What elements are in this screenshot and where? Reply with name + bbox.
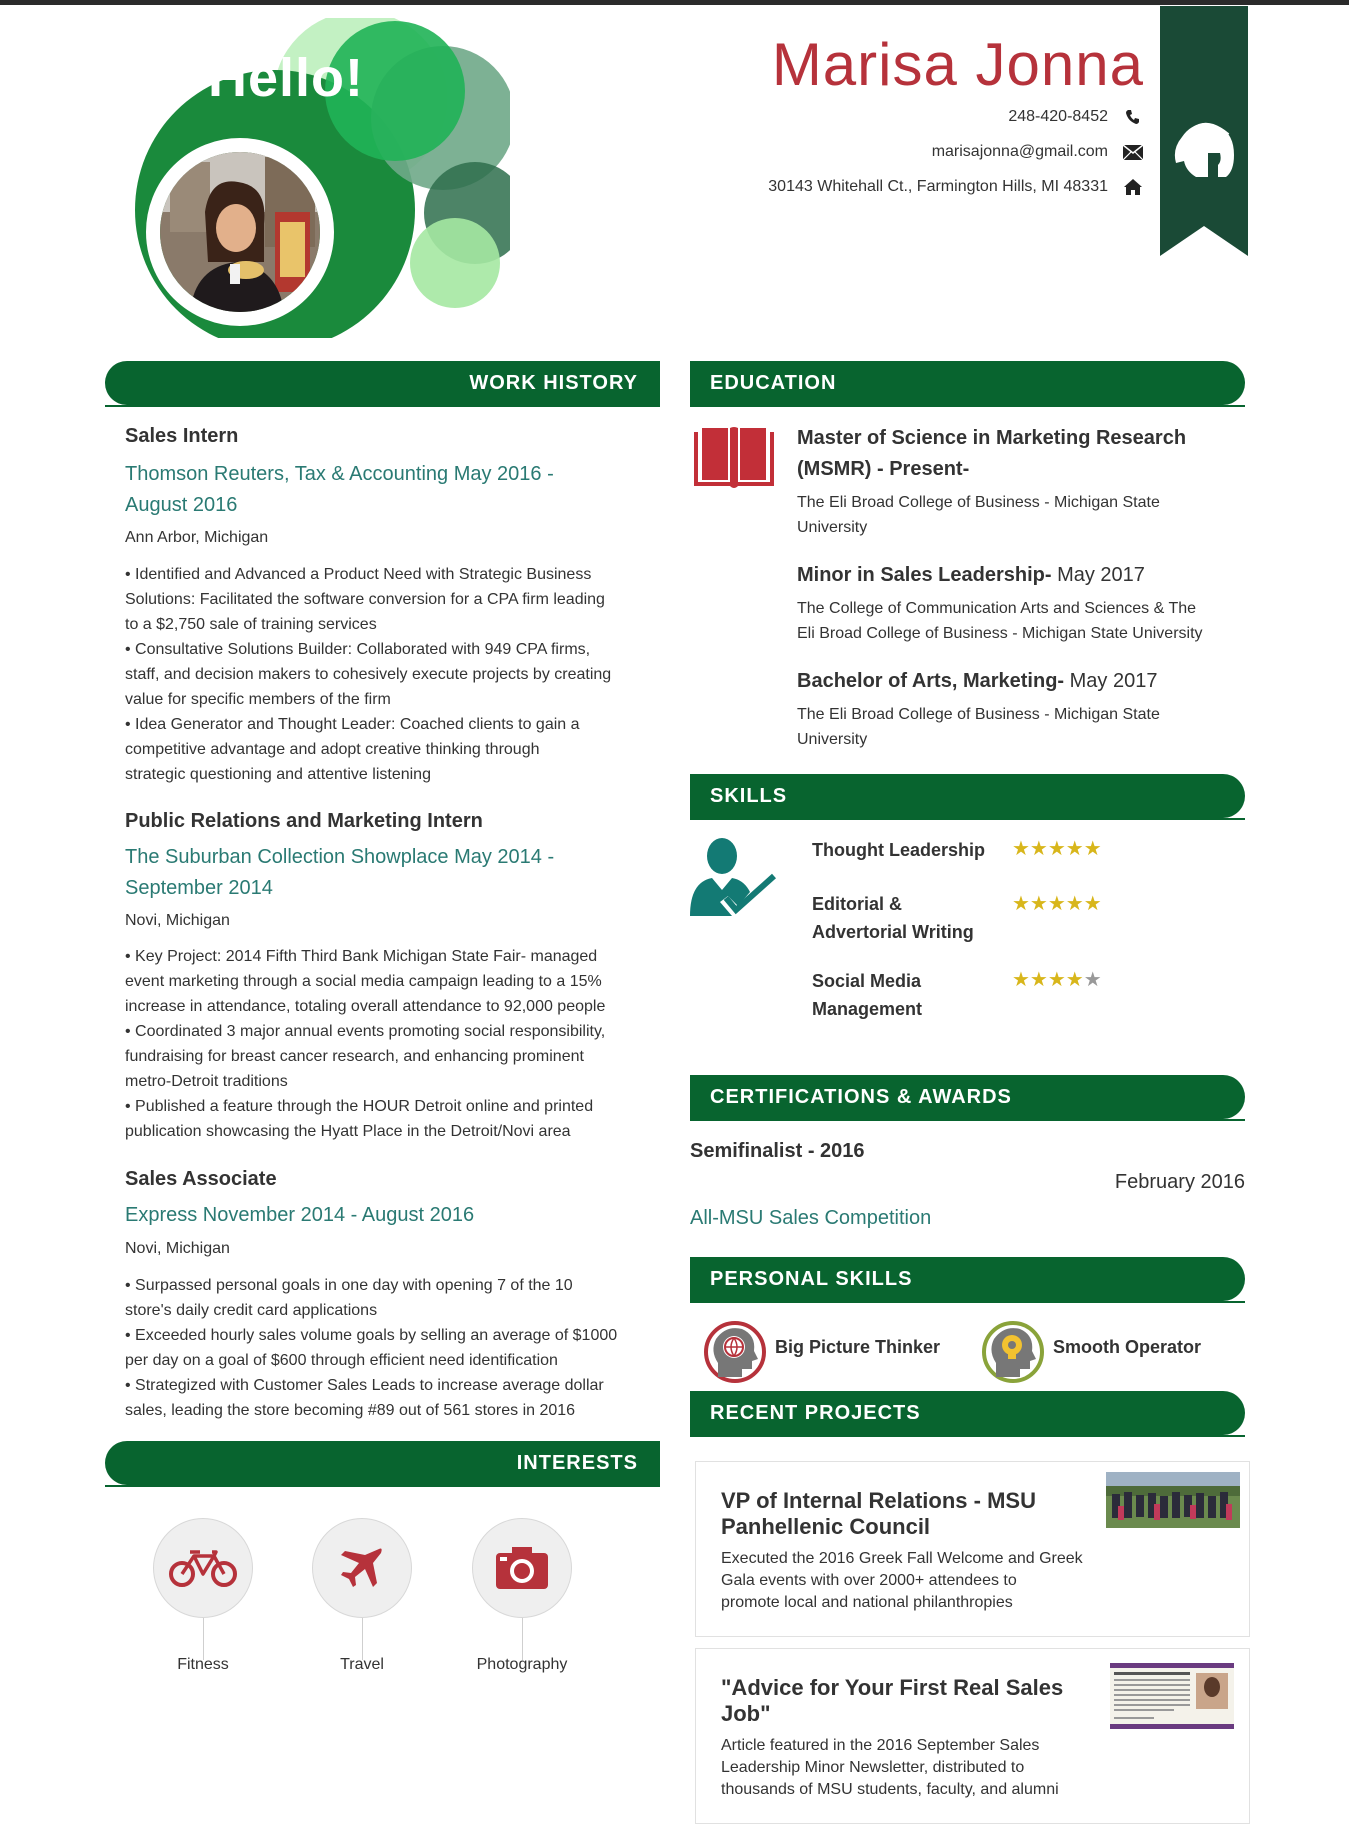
- project-title: VP of Internal Relations - MSU Panhellenic Council: [721, 1488, 1036, 1539]
- degree-school: The Eli Broad College of Business - Michigan State University: [797, 494, 1160, 536]
- job-company-line: Thomson Reuters, Tax & Accounting May 2016 -: [125, 463, 554, 485]
- email-text[interactable]: marisajonna@gmail.com: [931, 143, 1108, 160]
- interest-label: Travel: [340, 1656, 384, 1673]
- person-check-icon: [688, 836, 778, 925]
- bulb-head-icon: [982, 1321, 1044, 1388]
- award-date: February 2016: [1114, 1171, 1245, 1193]
- job-company-line: The Suburban Collection Showplace May 2014 -: [125, 846, 555, 868]
- award-title: Semifinalist - 2016: [690, 1140, 865, 1162]
- job-title: Sales Associate: [125, 1168, 277, 1190]
- phone-icon: [1122, 106, 1144, 128]
- work-history-header: WORK HISTORY: [105, 361, 660, 405]
- skill-name: Editorial & Advertorial Writing: [812, 894, 974, 942]
- candidate-name: Marisa Jonna: [771, 31, 1144, 98]
- job-description: • Identified and Advanced a Product Need with Strategic Business Solutions: Facilitated the software conversion for a CPA firm leading to a $2,750 sale of training services • Consultative Solutions Builder: Collaborated with 949 CPA firms, staff, and decision makers to cohesively execute projects by creating value for specific members of the firm • Idea Generator and Thought Leader: Coached clients to gain a competitive advantage and adopt creative thinking through strategic questioning and attentive listening: [125, 566, 612, 783]
- personal-skill-label: Big Picture Thinker: [775, 1337, 941, 1357]
- personal-skill-label: Smooth Operator: [1053, 1337, 1202, 1357]
- project-group-photo: [1106, 1472, 1240, 1533]
- skill-name: Thought Leadership: [812, 840, 985, 860]
- project-title: "Advice for Your First Real Sales Job": [721, 1675, 1064, 1726]
- envelope-icon: [1122, 141, 1144, 163]
- camera-icon: [472, 1518, 572, 1618]
- job-location: Novi, Michigan: [125, 1240, 230, 1257]
- globe-head-icon: [704, 1321, 766, 1388]
- msu-spartan-ribbon: [1160, 6, 1248, 256]
- address-text: 30143 Whitehall Ct., Farmington Hills, MI 48331: [768, 178, 1108, 195]
- project-description: Executed the 2016 Greek Fall Welcome and Greek Gala events with over 2000+ attendees to promote local and national philanthropies: [721, 1550, 1083, 1611]
- interest-connector: [362, 1618, 363, 1660]
- phone-text[interactable]: 248-420-8452: [1008, 108, 1108, 125]
- contact-phone: [1008, 106, 1144, 128]
- newsletter-thumbnail: [1110, 1663, 1234, 1734]
- job-company-line: August 2016: [125, 494, 238, 516]
- interest-label: Fitness: [177, 1656, 229, 1673]
- job-description: • Surpassed personal goals in one day with opening 7 of the 10 store's daily credit card applications • Exceeded hourly sales volume goals by selling an average of $1000 per day on a goal of $600 through efficient need identification • Strategized with Customer Sales Leads to increase average dollar sales, leading the store becoming #89 out of 561 stores in 2016: [125, 1277, 618, 1419]
- degree-title: Minor in Sales Leadership- May 2017: [797, 564, 1145, 586]
- hello-greeting: Hello!: [208, 48, 365, 108]
- project-card[interactable]: [695, 1648, 1250, 1824]
- skill-rating-stars: ★★★★★: [1012, 893, 1102, 915]
- recent-projects-header: RECENT PROJECTS: [690, 1391, 1245, 1435]
- interests-header: INTERESTS: [105, 1441, 660, 1485]
- job-title: Public Relations and Marketing Intern: [125, 810, 483, 832]
- project-description: Article featured in the 2016 September Sales Leadership Minor Newsletter, distributed to thousands of MSU students, faculty, and alumni: [721, 1737, 1059, 1798]
- job-location: Novi, Michigan: [125, 912, 230, 929]
- certifications-header: CERTIFICATIONS & AWARDS: [690, 1075, 1245, 1119]
- job-company-line: September 2014: [125, 877, 273, 899]
- interest-label: Photography: [476, 1656, 568, 1673]
- skill-rating-stars: ★★★★★: [1012, 969, 1102, 991]
- contact-address: [768, 176, 1144, 198]
- skill-name: Social Media Management: [812, 971, 923, 1019]
- degree-title: Master of Science in Marketing Research (MSMR) - Present-: [797, 427, 1187, 480]
- degree-title: Bachelor of Arts, Marketing- May 2017: [797, 670, 1158, 692]
- degree-school: The College of Communication Arts and Sciences & The Eli Broad College of Business - Michigan State University: [797, 600, 1203, 642]
- home-icon: [1122, 176, 1144, 198]
- degree-school: The Eli Broad College of Business - Michigan State University: [797, 706, 1160, 748]
- job-company-line: Express November 2014 - August 2016: [125, 1204, 475, 1226]
- interest-connector: [203, 1618, 204, 1660]
- job-title: Sales Intern: [125, 425, 239, 447]
- skills-header: SKILLS: [690, 774, 1245, 818]
- job-location: Ann Arbor, Michigan: [125, 529, 269, 546]
- award-event: All-MSU Sales Competition: [690, 1207, 932, 1229]
- airplane-icon: [312, 1518, 412, 1618]
- education-header: EDUCATION: [690, 361, 1245, 405]
- bicycle-icon: [153, 1518, 253, 1618]
- contact-email: [932, 141, 1144, 163]
- open-book-icon: [690, 424, 778, 499]
- interest-connector: [522, 1618, 523, 1660]
- personal-skills-header: PERSONAL SKILLS: [690, 1257, 1245, 1301]
- project-card[interactable]: [695, 1461, 1250, 1637]
- skill-rating-stars: ★★★★★: [1012, 838, 1102, 860]
- profile-photo: [146, 138, 334, 326]
- job-description: • Key Project: 2014 Fifth Third Bank Michigan State Fair- managed event marketing through a social media campaign leading to a 15% increase in attendance, totaling overall attendance to 92,000 people • Coordinated 3 major annual events promoting social responsibility, fundraising for breast cancer research, and enhancing prominent metro-Detroit traditions • Published a feature through the HOUR Detroit online and printed publication showcasing the Hyatt Place in the Detroit/Novi area: [125, 948, 606, 1140]
- top-border: [0, 0, 1349, 5]
